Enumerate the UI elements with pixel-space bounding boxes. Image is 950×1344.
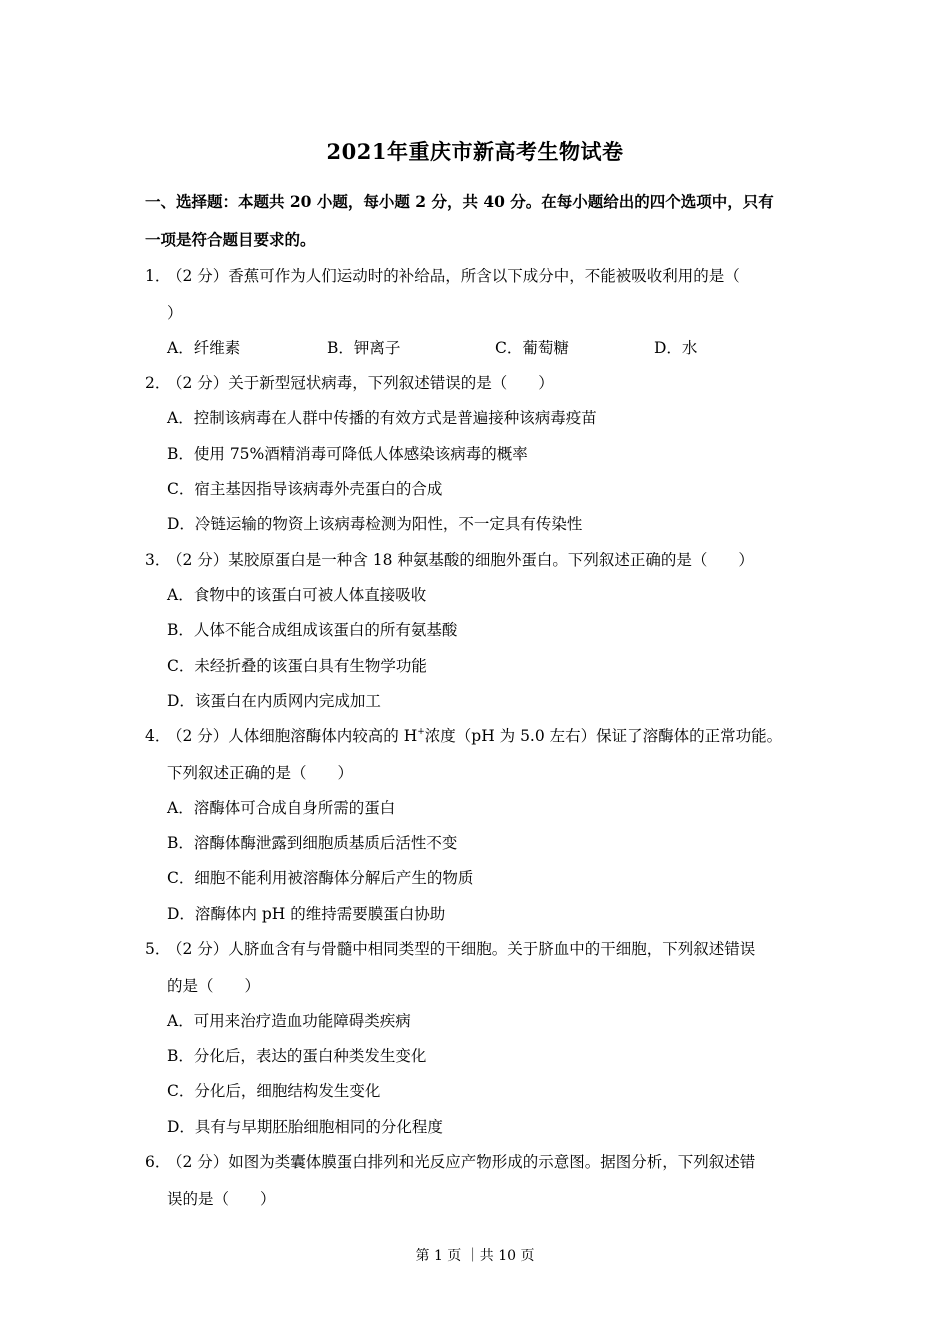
option-c: C．分化后，细胞结构发生变化: [167, 1082, 381, 1100]
question-number: 6．: [145, 1153, 171, 1171]
option-d: D．冷链运输的物资上该病毒检测为阳性，不一定具有传染性: [167, 515, 583, 533]
option-b: B．使用 75%酒精消毒可降低人体感染该病毒的概率: [167, 445, 528, 463]
option-c: C．细胞不能利用被溶酶体分解后产生的物质: [167, 869, 474, 887]
option-b: B．溶酶体酶泄露到细胞质基质后活性不变: [167, 834, 458, 852]
question-stem: （2 分）某胶原蛋白是一种含 18 种氨基酸的细胞外蛋白。下列叙述正确的是（ ）: [167, 551, 754, 569]
question-number: 3．: [145, 551, 171, 569]
question-number: 4．: [145, 727, 171, 745]
section-heading-line2: 一项是符合题目要求的。: [145, 230, 316, 249]
question-stem-cont: 的是（ ）: [167, 977, 261, 995]
stem-part-1: （2 分）人体细胞溶酶体内较高的 H: [167, 727, 418, 745]
section-heading: [145, 183, 815, 259]
option-d: D．该蛋白在内质网内完成加工: [167, 692, 381, 710]
option-a: A．可用来治疗造血功能障碍类疾病: [167, 1012, 411, 1030]
option-d: D．溶酶体内 pH 的维持需要膜蛋白协助: [167, 905, 446, 923]
option-d: D．水: [654, 339, 698, 357]
question-stem-cont: ）: [167, 304, 183, 322]
question-stem-cont: 下列叙述正确的是（ ）: [167, 764, 354, 782]
option-d: D．具有与早期胚胎细胞相同的分化程度: [167, 1118, 443, 1136]
option-b: B．钾离子: [327, 339, 401, 357]
option-c: C．葡萄糖: [495, 339, 569, 357]
superscript-plus: +: [417, 727, 425, 737]
option-b: B．人体不能合成组成该蛋白的所有氨基酸: [167, 621, 458, 639]
option-a: A．纤维素: [167, 339, 241, 357]
question-stem: （2 分）如图为类囊体膜蛋白排列和光反应产物形成的示意图。据图分析，下列叙述错: [167, 1153, 756, 1171]
page-footer: 第 1 页 ｜共 10 页: [415, 1248, 535, 1264]
question-number: 5．: [145, 940, 171, 958]
option-c: C．未经折叠的该蛋白具有生物学功能: [167, 657, 427, 675]
question-stem: [167, 724, 782, 746]
question-stem-cont: 误的是（ ）: [167, 1190, 276, 1208]
question-stem: （2 分）关于新型冠状病毒，下列叙述错误的是（ ）: [167, 374, 554, 392]
page-title: 2021年重庆市新高考生物试卷: [326, 139, 624, 164]
stem-part-2: 浓度（pH 为 5.0 左右）保证了溶酶体的正常功能。: [424, 727, 783, 745]
option-c: C．宿主基因指导该病毒外壳蛋白的合成: [167, 480, 443, 498]
option-a: A．控制该病毒在人群中传播的有效方式是普遍接种该病毒疫苗: [167, 409, 597, 427]
question-stem: （2 分）人脐血含有与骨髓中相同类型的干细胞。关于脐血中的干细胞，下列叙述错误: [167, 940, 756, 958]
option-a: A．溶酶体可合成自身所需的蛋白: [167, 799, 396, 817]
question-number: 2．: [145, 374, 171, 392]
section-heading-line1: 一、选择题：本题共 20 小题，每小题 2 分，共 40 分。在每小题给出的四个选项中，只有: [145, 192, 774, 211]
question-stem: （2 分）香蕉可作为人们运动时的补给品，所含以下成分中，不能被吸收利用的是（: [167, 267, 740, 285]
question-number: 1．: [145, 267, 171, 285]
option-b: B．分化后，表达的蛋白种类发生变化: [167, 1047, 427, 1065]
option-a: A．食物中的该蛋白可被人体直接吸收: [167, 586, 427, 604]
